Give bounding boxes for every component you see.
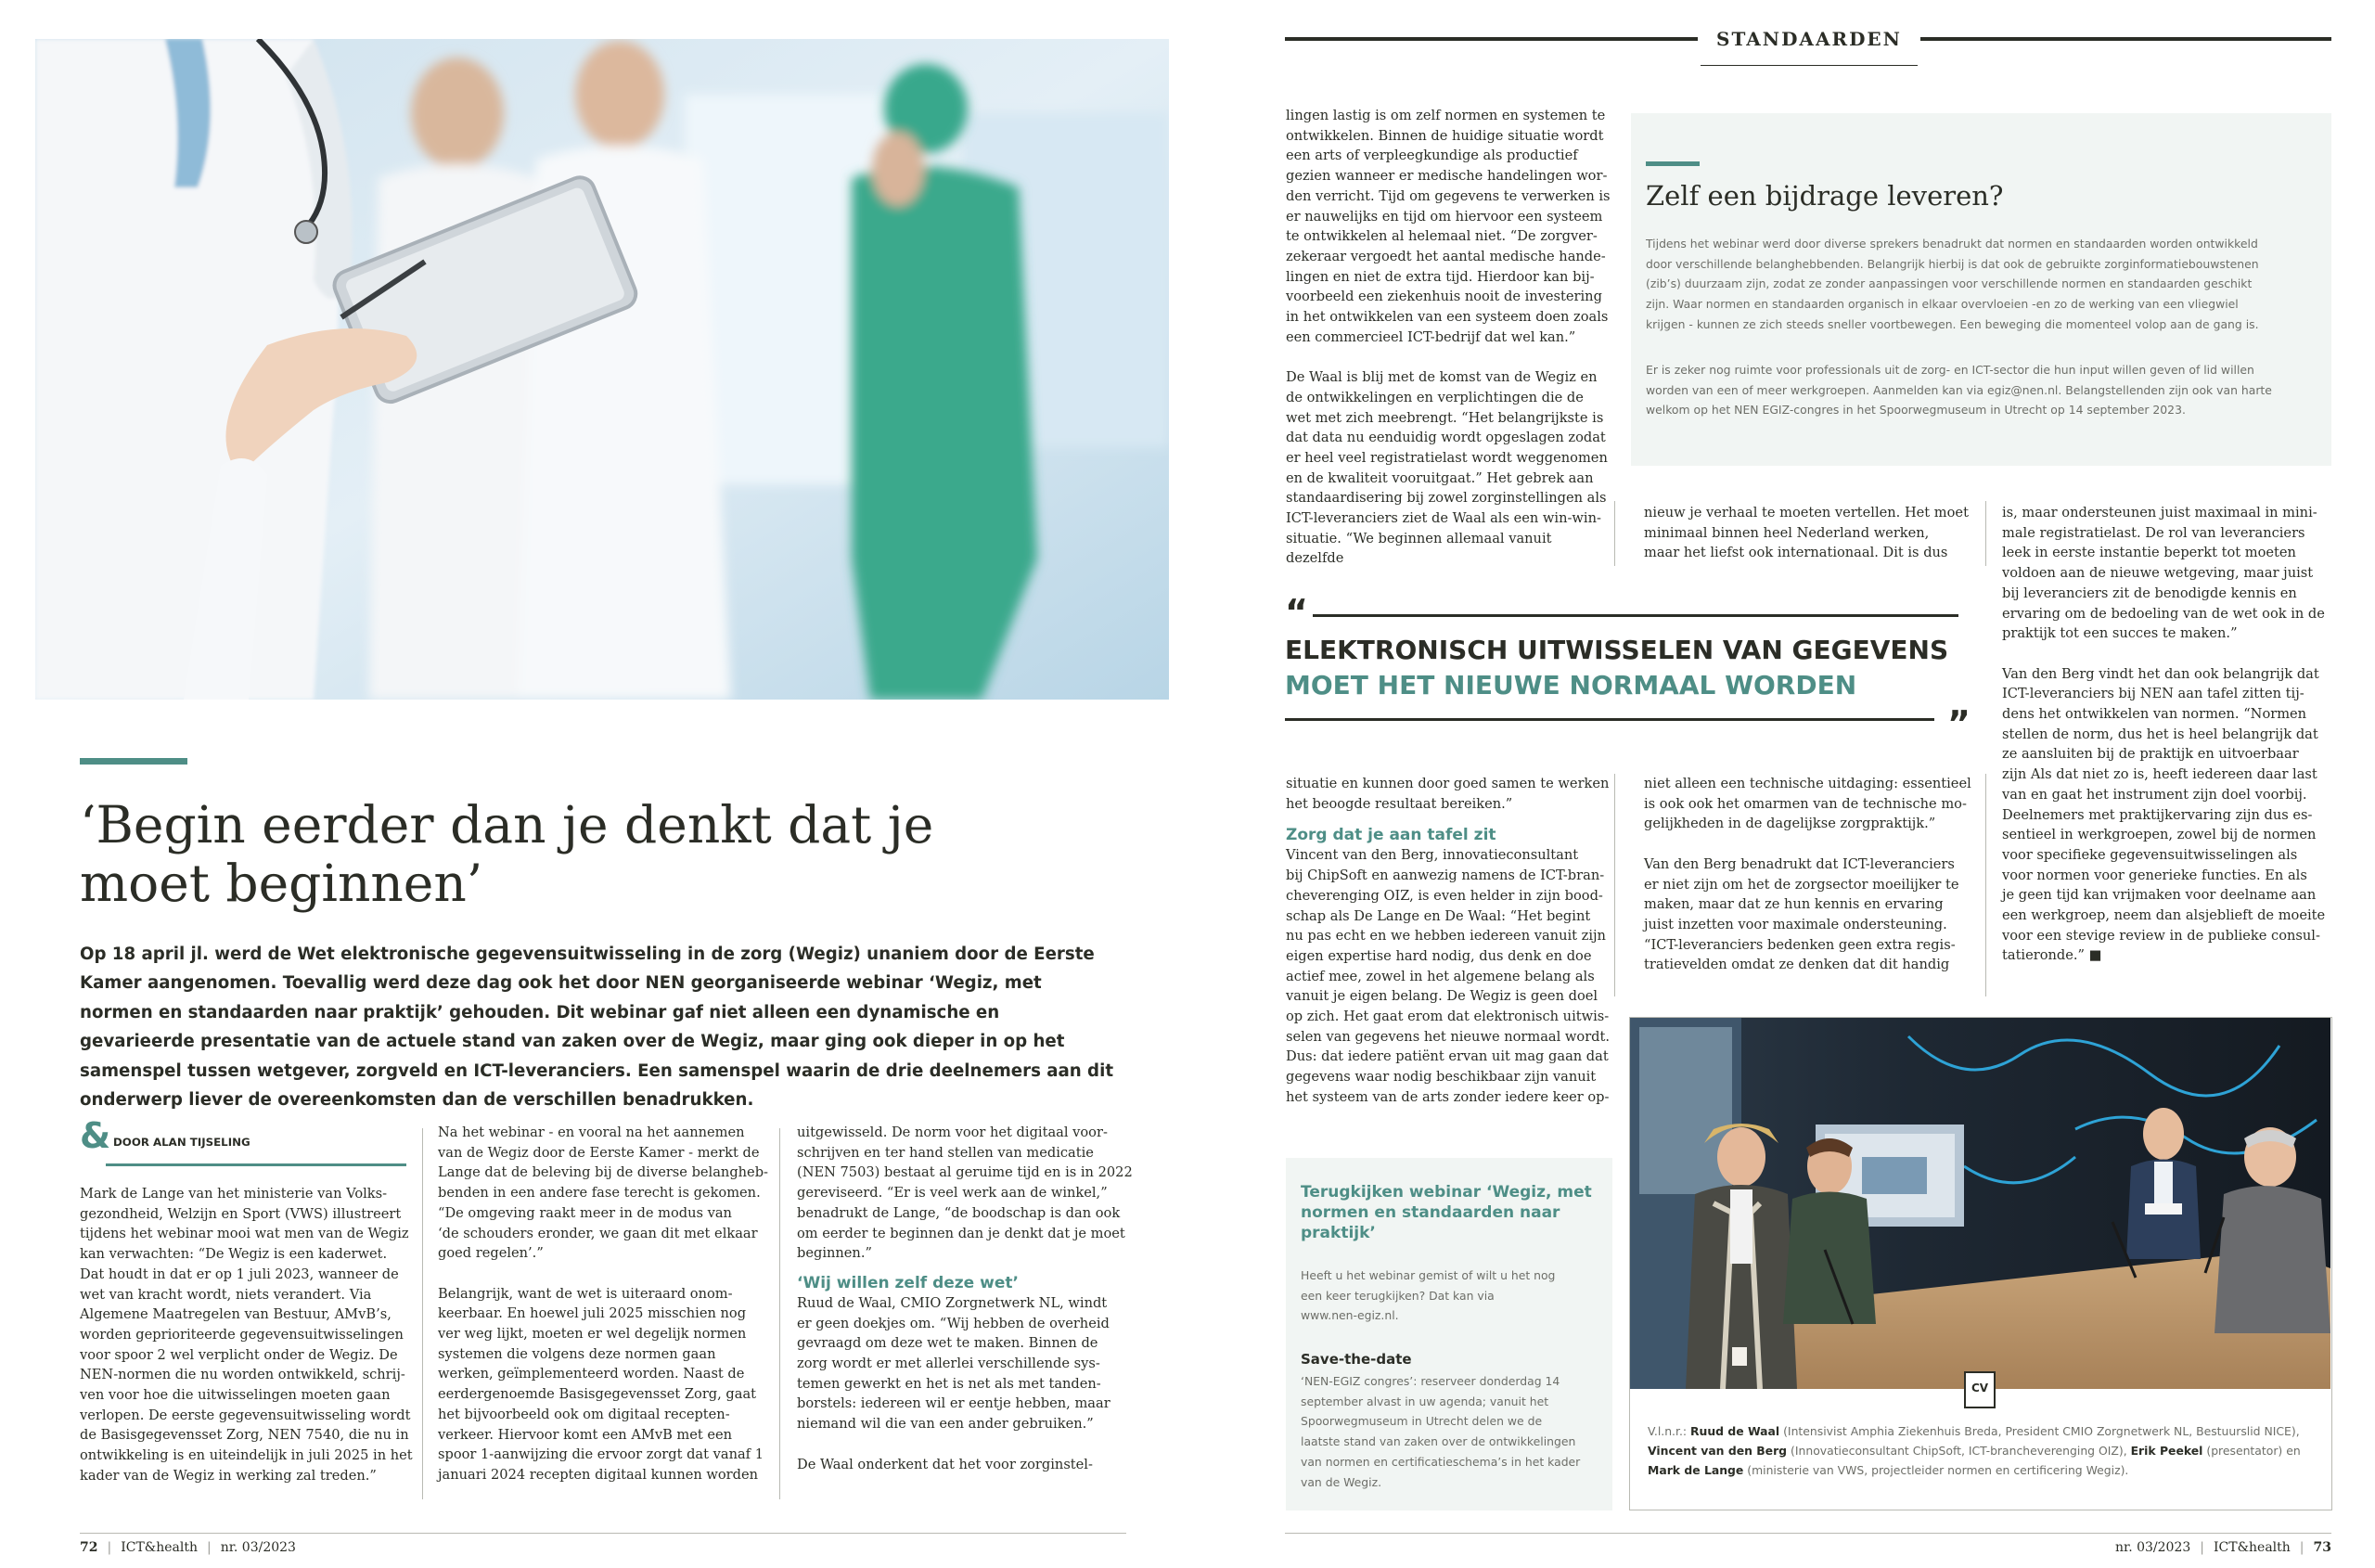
magazine-name: ICT&health (2213, 1540, 2291, 1555)
ampersand-icon: & (80, 1115, 111, 1156)
article-title-line-1: ‘Begin eerder dan je denkt dat je (80, 795, 934, 855)
caption-name: Erik Peekel (2130, 1444, 2203, 1458)
caption-role: (Intensivist Amphia Ziekenhuis Breda, President CMIO Zorgnetwerk NL, Bestuurslid NICE), (1779, 1424, 2300, 1438)
left-column-1: Mark de Lange van het ministerie van Volks- gezondheid, Welzijn en Sport (VWS) illustreert tijdens het webinar mooi wat men van de Wegiz kan verwachten: “De Wegiz is een kaderwet. Dat houdt in dat er op 1 juli 2023, wanneer de wet van kracht wordt, niets verandert. Via Algemene Maatregelen van Bestuur, AMvB’s, worden geprioriteerde gegevensuitwisselingen voor spoor 2 wel verplicht onder de Wegiz. De NEN-normen die nu worden ontwikkeld, schrij- ven voor hoe die uitwisselingen moeten gaan verlopen. De eerste gegevensuitwisseling wordt de Basisgegevensset Zorg, NEN 7540, die nu in ontwikkeling is en uiteindelijk in juli 2025 in het kader van de Wegiz in werking zal treden.” (80, 1186, 413, 1484)
info-box-accent-rule (1646, 161, 1700, 166)
right-column-1-mid: situatie en kunnen door goed samen te werken het beoogde resultaat bereiken.” (1286, 776, 1610, 812)
pull-quote (1285, 592, 1971, 744)
webinar-box-title: Terugkijken webinar ‘Wegiz, met normen en standaarden naar praktijk’ (1301, 1183, 1592, 1242)
article-title (80, 796, 1100, 913)
subheading-zorg-dat: Zorg dat je aan tafel zit (1286, 826, 1496, 845)
column-divider (1614, 501, 1615, 566)
left-footer-rule (80, 1533, 1126, 1534)
article-lead: Op 18 april jl. werd de Wet elektronische gegevensuitwisseling in de zorg (Wegiz) unaniem door de Eerste Kamer aangenomen. Toevallig werd deze dag ook het door NEN georganiseerde webinar ‘Wegiz, met normen en standaarden naar praktijk’ gehouden. Dit webinar gaf niet alleen een dynamische en gevarieerde presentatie van de actuele stand van zaken over de Wegiz, maar ging ook dieper in op het samenspel tussen wetgever, zorgveld en ICT-leveranciers. Een samenspel waarin de drie deelnemers aan dit onderwerp liever de overeenkomsten dan de verschillen benadrukken. (80, 945, 1114, 1111)
right-folio: nr. 03/2023 | ICT&health | 73 (2115, 1540, 2331, 1555)
quote-close-mark: ” (1947, 703, 1971, 744)
cv-icon-label: CV (1971, 1382, 1989, 1394)
column-divider (1614, 774, 1615, 996)
right-column-3: is, maar ondersteunen juist maximaal in mini- male registratielast. De rol van leveranciers leek in eerste instantie beperkt tot moeten voldoen aan de nieuwe wetgeving, maar juist bij leveranciers zit de benodigde kennis en ervaring om de bedoeling van de wet ook in de praktijk tot een succes te maken.” Van den Berg vindt het dan ook belangrijk dat ICT-leveranciers bij NEN aan tafel zitten tij- dens het ontwikkelen van normen. “Normen stellen de norm, dus het is heel belangrijk dat ze aansluiten bij de praktijk en uitvoerbaar zijn Als dat niet zo is, heeft iedereen daar last van en gaat het instrument zijn doel voorbij. Deelnemers met praktijkervaring zijn dus es- sentieel in werkgroepen, zowel bij de normen voor specifieke gegevensuitwisselingen als voor normen voor generieke functies. En als je geen tijd kan vrijmaken voor deelname aan een werkgroep, neem dan alsjeblieft de moeite voor een stevige review in de publieke consul- tatieronde.” ■ (2002, 505, 2326, 964)
quote-line-2: MOET HET NIEUWE NORMAAL WORDEN (1285, 670, 1857, 700)
section-header-underline (1701, 65, 1918, 66)
right-column-1-top: lingen lastig is om zelf normen en systemen te ontwikkelen. Binnen de huidige situatie wordt een arts of verpleegkundige als productief gezien wanneer er medische handelingen wor- den verricht. Tijd om gegevens te verwerken is er nauwelijks en tijd om hiervoor een systeem te ontwikkelen al helemaal niet. “De zorgver- zekeraar vergoedt het aantal medische hande- lingen en niet de extra tijd. Hierdoor kan bij- voorbeeld een ziekenhuis nooit de investering in het ontwikkelen van een systeem doen zoals een commercieel ICT-bedrijf dat wel kan.” De Waal is blij met de komst van de Wegiz en de ontwikkelingen en verplichtingen die de wet met zich meebrengt. “Het belangrijkste is dat data nu eenduidig wordt opgeslagen zodat er heel veel registratielast wordt weggenomen en de kwaliteit vooruitgaat.” Het gebrek aan standaardisering bij zowel zorginstellingen als ICT-leveranciers ziet de Waal als een win-win- situatie. “We beginnen allemaal vanuit dezelfde (1286, 108, 1611, 567)
left-column-3-text-a: uitgewisseld. De norm voor het digitaal voor- schrijven en ter hand stellen van medicatie (NEN 7503) bestaat al geruime tijd en is in 2022 gereviseerd. “Er is veel werk aan de winkel,” benadrukt de Lange, “de boodschap is dan ook om eerder te beginnen dan je denkt dat je moet beginnen.” (797, 1125, 1133, 1262)
quote-top-rule (1313, 614, 1958, 617)
column-divider (1985, 774, 1986, 996)
right-footer-rule (1285, 1533, 2331, 1534)
page-number: 72 (80, 1540, 98, 1555)
info-box-title: Zelf een bijdrage leveren? (1646, 180, 2004, 212)
info-box-paragraph-1: Tijdens het webinar werd door diverse sprekers benadrukt dat normen en standaarden worden ontwikkeld door verschillende belanghebbenden. Belangrijk hierbij is dat ook de gebruikte zorginformatiebouwstenen (zib’s) duurzaam zijn, zodat ze zonder aanpassingen voor verschillende normen en standaarden geschikt zijn. Waar normen en standaarden organisch in elkaar overvloeien -en zo de werking van een vliegwiel krijgen - kunnen ze zich steeds sneller voortbewegen. Een beweging die momenteel volop aan de gang is. (1646, 237, 2259, 331)
hero-photo (35, 39, 1169, 700)
subheading-wij-willen: ‘Wij willen zelf deze wet’ (797, 1273, 1019, 1292)
right-column-1-lower (1286, 774, 1612, 1108)
right-column-2-mid: niet alleen een technische uitdaging: essentieel is ook ook het omarmen van de technische mo- gelijkheden in de dagelijkse zorgpraktijk.” Van den Berg benadrukt dat ICT-leveranciers er niet zijn om het de zorgsector moeilijker te maken, maar dat ze hun kennis en ervaring juist inzetten voor maximale ondersteuning. “ICT-leveranciers bedenken geen extra regis- tratievelden omdat ze denken dat dit handig (1644, 776, 1971, 973)
left-column-3 (797, 1123, 1138, 1474)
right-column-2-top: nieuw je verhaal te moeten vertellen. Het moet minimaal binnen heel Nederland werken, maar het liefst ook internationaal. Dit is dus (1644, 505, 1969, 561)
left-column-3-text-b: Ruud de Waal, CMIO Zorgnetwerk NL, windt er geen doekjes om. “Wij hebben de overheid gevraagd om deze wet te maken. Binnen de zorg wordt er met allerlei verschillende sys- temen gewerkt en het is net als met tanden- borstels: iedereen wil er eentje hebben, maar niemand wil die van een ander gebruiken.” De Waal onderkent dat het voor zorginstel- (797, 1294, 1110, 1472)
caption-vlnr: V.l.n.r.: (1648, 1424, 1690, 1438)
issue-number: nr. 03/2023 (2115, 1540, 2191, 1555)
panel-photo (1630, 1018, 2330, 1389)
caption-role: (Innovatieconsultant ChipSoft, ICT-brancheverenging OIZ), (1787, 1444, 2131, 1458)
caption-role: (presentator) en (2202, 1444, 2301, 1458)
title-accent-rule (80, 758, 187, 765)
column-divider (1985, 501, 1986, 566)
page-number: 73 (2313, 1540, 2331, 1555)
webinar-box (1286, 1158, 1612, 1510)
quote-open-mark: “ (1285, 592, 1308, 633)
left-column-2: Na het webinar - en vooral na het aannemen van de Wegiz door de Eerste Kamer - merkt de Lange dat de beleving bij de diverse belangheb- benden in een andere fase terecht is gekomen. “De omgeving raakt meer in de modus van ‘de schouders eronder, we gaan dit met elkaar goed regelen’.” Belangrijk, want de wet is uiteraard onom- keerbaar. En hoewel juli 2025 misschien nog ver weg lijkt, moeten er wel degelijk normen systemen die volgens deze normen gaan werken, geïmplementeerd worden. Naast de eerdergenoemde Basisgegevensset Zorg, gaat het bijvoorbeeld ook om digitaal recepten- verkeer. Hiervoor komt een AMvB met een spoor 1-aanwijzing die ervoor zorgt dat vanaf 1 januari 2024 recepten digitaal kunnen worden (438, 1125, 768, 1483)
webinar-box-text: Heeft u het webinar gemist of wilt u het nog een keer terugkijken? Dat kan via www.nen-egiz.nl. (1301, 1268, 1556, 1323)
caption-role: (ministerie van VWS, projectleider normen en certificering Wegiz). (1743, 1463, 2129, 1477)
cv-document-icon (1964, 1371, 1996, 1408)
column-divider (422, 1128, 423, 1499)
right-column-1-bottom: Vincent van den Berg, innovatieconsultant bij ChipSoft en aanwezig namens de ICT-bran- cheverenging OIZ, is even helder in zijn bood- schap als De Lange en De Waal: “Het begint nu pas echt en we hebben iedereen vanuit zijn eigen expertise hard nodig, dus denk en doe actief mee, zowel in het algemene belang als vanuit je eigen belang. De Wegiz is geen doel op zich. Het gaat erom dat elektronisch uitwis- selen van gegevens het nieuwe normaal wordt. Dus: dat iedere patiënt ervan uit mag gaan dat gegevens waar nodig beschikbaar zijn vanuit het systeem van de arts zonder iedere keer op- (1286, 847, 1611, 1105)
caption-name: Mark de Lange (1648, 1463, 1744, 1477)
magazine-name: ICT&health (121, 1540, 199, 1555)
save-the-date-text: ‘NEN-EGIZ congres’: reserveer donderdag 14 september alvast in uw agenda; vanuit het Spoorwegmuseum in Utrecht delen we de laatste stand van zaken over de ontwikkelingen van normen en certificatieschema’s in het kader van de Wegiz. (1301, 1374, 1581, 1489)
article-title-line-2: moet beginnen’ (80, 854, 483, 913)
quote-bottom-rule (1285, 718, 1934, 721)
info-box-contribute (1631, 113, 2331, 466)
section-header-label: STANDAARDEN (1716, 28, 1902, 50)
save-the-date-title: Save-the-date (1301, 1351, 1412, 1368)
info-box-paragraph-2: Er is zeker nog ruimte voor professionals uit de zorg- en ICT-sector die hun input willen geven of lid willen worden van een of meer werkgroepen. Aanmelden kan via egiz@nen.nl. Belangstellenden zijn ook van harte welkom op het NEN EGIZ-congres in het Spoorwegmuseum in Utrecht op 14 september 2023. (1646, 363, 2272, 418)
caption-name: Ruud de Waal (1690, 1424, 1780, 1438)
issue-number: nr. 03/2023 (220, 1540, 296, 1555)
left-folio: 72 | ICT&health | nr. 03/2023 (80, 1540, 296, 1555)
byline-author: DOOR ALAN TIJSELING (113, 1136, 250, 1149)
photo-caption (1648, 1421, 2319, 1480)
column-divider (779, 1128, 780, 1499)
byline-rule (106, 1163, 406, 1166)
quote-line-1: ELEKTRONISCH UITWISSELEN VAN GEGEVENS (1285, 635, 1949, 665)
byline (80, 1115, 406, 1167)
caption-name: Vincent van den Berg (1648, 1444, 1788, 1458)
